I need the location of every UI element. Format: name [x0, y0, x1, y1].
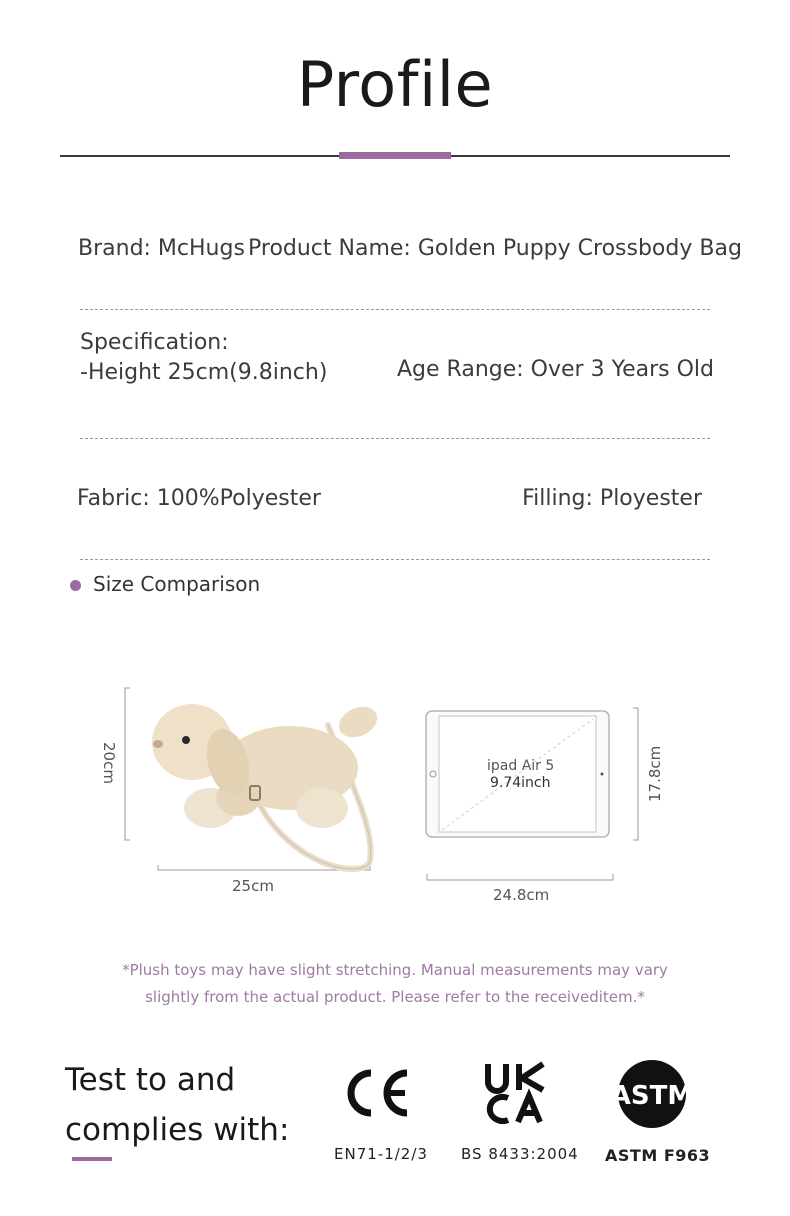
- specification-value: -Height 25cm(9.8inch): [80, 360, 328, 385]
- tablet-image: [420, 700, 650, 890]
- filling-text: Filling: Ployester: [522, 486, 702, 511]
- row-divider: [80, 309, 710, 310]
- astm-standard-label: ASTM F963: [605, 1146, 711, 1165]
- puppy-width-label: 25cm: [232, 877, 274, 895]
- size-comparison-title: Size Comparison: [93, 572, 261, 596]
- brand-text: Brand: McHugs: [78, 236, 245, 261]
- tablet-figure: [420, 700, 650, 890]
- svg-text:ASTM: ASTM: [610, 1081, 694, 1111]
- tablet-size-label: 9.74inch: [490, 775, 551, 791]
- test-heading-line-1: Test to and: [65, 1062, 236, 1098]
- stretch-note-line-1: *Plush toys may have slight stretching. Manual measurements may vary: [122, 961, 668, 979]
- product-name-text: Product Name: Golden Puppy Crossbody Bag: [248, 236, 742, 261]
- puppy-bag-image: [100, 680, 400, 880]
- circle-bullet-icon: [70, 580, 81, 591]
- tablet-height-label: 17.8cm: [646, 745, 664, 802]
- tablet-name-label: ipad Air 5: [487, 758, 555, 774]
- test-accent-bar: [72, 1157, 112, 1161]
- page-title: Profile: [296, 48, 494, 121]
- ce-standard-label: EN71-1/2/3: [334, 1145, 428, 1163]
- row-divider: [80, 438, 710, 439]
- ukca-standard-label: BS 8433:2004: [461, 1145, 579, 1163]
- tablet-width-label: 24.8cm: [493, 886, 550, 904]
- ukca-mark-icon: [484, 1062, 548, 1124]
- puppy-bag-figure: [100, 680, 400, 880]
- fabric-text: Fabric: 100%Polyester: [77, 486, 321, 511]
- puppy-height-label: 20cm: [100, 742, 118, 784]
- astm-seal-icon: [610, 1058, 694, 1130]
- row-divider: [80, 559, 710, 560]
- ce-mark-icon: [343, 1068, 413, 1118]
- test-heading-line-2: complies with:: [65, 1112, 290, 1148]
- title-accent-bar: [339, 152, 451, 159]
- age-range-text: Age Range: Over 3 Years Old: [397, 357, 715, 382]
- specification-label: Specification:: [80, 330, 229, 355]
- stretch-note-line-2: slightly from the actual product. Please refer to the receiveditem.*: [145, 988, 645, 1006]
